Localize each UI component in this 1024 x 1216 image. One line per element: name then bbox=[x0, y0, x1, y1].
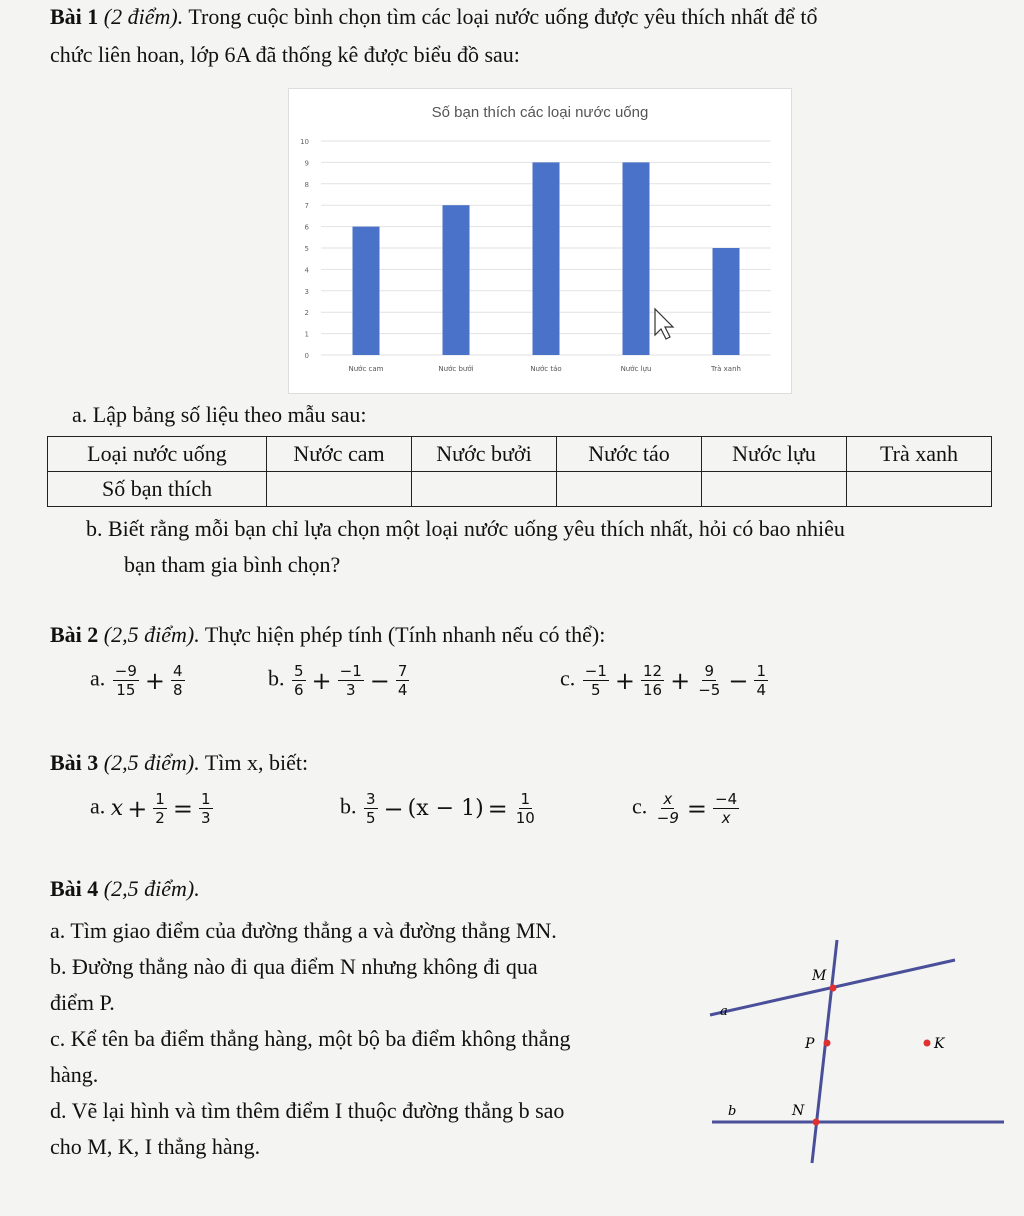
label-m: M bbox=[812, 968, 827, 984]
y-tick-label: 3 bbox=[304, 287, 309, 296]
bar bbox=[353, 227, 380, 355]
fraction: $\frac{7}{4}$ bbox=[397, 662, 408, 699]
b1-line2: chức liên hoan, lớp 6A đã thống kê được biểu đồ sau: bbox=[50, 42, 520, 67]
label-b-line: b bbox=[728, 1104, 737, 1119]
b3-expr-a: a. x + $\frac{1}{2}$ = $\frac{1}{3}$ bbox=[90, 790, 211, 827]
b4-heading: Bài 4 (2,5 điểm). bbox=[50, 876, 200, 901]
geometry-figure bbox=[690, 935, 1010, 1165]
point-k bbox=[924, 1040, 931, 1047]
fraction: $\frac{x}{-9}$ bbox=[656, 790, 679, 827]
table-header-cell: Nước lựu bbox=[702, 437, 847, 472]
y-tick-label: 2 bbox=[304, 309, 309, 318]
y-tick-label: 9 bbox=[304, 159, 309, 168]
fraction: $\frac{-4}{x}$ bbox=[715, 790, 738, 827]
fraction: $\frac{5}{6}$ bbox=[294, 662, 304, 699]
table-header-cell: Loại nước uống bbox=[48, 437, 267, 472]
bar bbox=[623, 162, 650, 355]
table-cell-empty bbox=[847, 472, 992, 507]
b1-line1: Bài 1 (2 điểm). Trong cuộc bình chọn tìm các loại nước uống được yêu thích nhất để tổ bbox=[50, 4, 818, 29]
label-k: K bbox=[934, 1036, 945, 1052]
b3-expr-c: c. $\frac{x}{-9}$ = $\frac{-4}{x}$ bbox=[632, 790, 738, 827]
b2-expr-c: c. $\frac{-1}{5}$ + $\frac{12}{16}$ + $\frac{9}{-5}$ − $\frac{1}{4}$ bbox=[560, 662, 766, 699]
b4-part-c2: hàng. bbox=[50, 1062, 99, 1087]
table-header-cell: Nước bưởi bbox=[412, 437, 557, 472]
label-p: P bbox=[805, 1036, 815, 1052]
point-m bbox=[830, 985, 837, 992]
fraction: $\frac{9}{-5}$ bbox=[698, 662, 721, 699]
label-c: c. bbox=[560, 665, 576, 691]
y-tick-label: 6 bbox=[304, 223, 309, 232]
b2-heading: Bài 2 (2,5 điểm). Thực hiện phép tính (Tính nhanh nếu có thể): bbox=[50, 622, 606, 647]
bar bbox=[443, 205, 470, 355]
y-tick-label: 4 bbox=[304, 266, 309, 275]
b4-part-d2: cho M, K, I thẳng hàng. bbox=[50, 1134, 261, 1159]
point-p bbox=[824, 1040, 831, 1047]
point-n bbox=[813, 1119, 820, 1126]
label-b: b. bbox=[268, 665, 285, 691]
table-cell-empty bbox=[702, 472, 847, 507]
y-tick-label: 1 bbox=[304, 330, 309, 339]
fraction: $\frac{4}{8}$ bbox=[173, 662, 183, 699]
cursor-icon bbox=[655, 309, 673, 339]
fraction: $\frac{12}{16}$ bbox=[643, 662, 663, 699]
fraction: $\frac{1}{2}$ bbox=[155, 790, 165, 827]
table-cell-empty bbox=[267, 472, 412, 507]
b1-part-a: a. Lập bảng số liệu theo mẫu sau: bbox=[72, 402, 367, 427]
b4-part-b1: b. Đường thẳng nào đi qua điểm N nhưng không đi qua bbox=[50, 954, 538, 979]
table-header-cell: Nước táo bbox=[557, 437, 702, 472]
table-cell-empty bbox=[557, 472, 702, 507]
b4-part-b2: điểm P. bbox=[50, 990, 115, 1015]
bar bbox=[713, 248, 740, 355]
fraction: $\frac{-1}{5}$ bbox=[584, 662, 607, 699]
fraction: $\frac{3}{5}$ bbox=[366, 790, 376, 827]
x-tick-label: Trà xanh bbox=[711, 365, 741, 373]
chart-svg bbox=[289, 89, 791, 393]
y-tick-label: 8 bbox=[304, 180, 309, 189]
y-tick-label: 10 bbox=[300, 138, 309, 146]
fraction: $\frac{1}{3}$ bbox=[200, 790, 211, 827]
table-cell-empty bbox=[412, 472, 557, 507]
table-row-label: Số bạn thích bbox=[48, 472, 267, 507]
b2-expr-a: a. $\frac{-9}{15}$ + $\frac{4}{8}$ bbox=[90, 662, 183, 699]
y-tick-label: 7 bbox=[304, 202, 309, 211]
data-table bbox=[47, 436, 992, 507]
x-tick-label: Nước cam bbox=[348, 365, 384, 373]
fraction: $\frac{1}{10}$ bbox=[515, 790, 535, 827]
y-tick-label: 5 bbox=[304, 245, 309, 253]
b3-heading: Bài 3 (2,5 điểm). Tìm x, biết: bbox=[50, 750, 309, 775]
b4-part-c1: c. Kể tên ba điểm thẳng hàng, một bộ ba điểm không thẳng bbox=[50, 1026, 571, 1051]
b1-part-b1: b. Biết rằng mỗi bạn chỉ lựa chọn một loại nước uống yêu thích nhất, hỏi có bao nhiêu bbox=[86, 516, 845, 541]
b4-part-d1: d. Vẽ lại hình và tìm thêm điểm I thuộc đường thẳng b sao bbox=[50, 1098, 565, 1123]
b3-expr-b: b. $\frac{3}{5}$ − (x − 1) = $\frac{1}{10}$ bbox=[340, 790, 535, 827]
x-tick-label: Nước lựu bbox=[620, 365, 652, 373]
x-tick-label: Nước táo bbox=[530, 365, 562, 373]
table-header-cell: Trà xanh bbox=[847, 437, 992, 472]
fraction: $\frac{1}{4}$ bbox=[756, 662, 766, 699]
b1-part-b2: bạn tham gia bình chọn? bbox=[124, 552, 341, 577]
label-a-line: a bbox=[720, 1004, 728, 1019]
label-a: a. bbox=[90, 665, 106, 691]
bar bbox=[533, 162, 560, 355]
chart-title: Số bạn thích các loại nước uống bbox=[431, 104, 649, 121]
fraction: $\frac{-1}{3}$ bbox=[339, 662, 362, 699]
b4-part-a: a. Tìm giao điểm của đường thẳng a và đường thẳng MN. bbox=[50, 918, 557, 943]
table-header-cell: Nước cam bbox=[267, 437, 412, 472]
fraction: $\frac{-9}{15}$ bbox=[114, 662, 137, 699]
bar-chart bbox=[288, 88, 792, 394]
x-tick-label: Nước bưởi bbox=[438, 365, 474, 373]
y-tick-label: 0 bbox=[304, 352, 309, 360]
label-n: N bbox=[792, 1103, 805, 1119]
b2-expr-b: b. $\frac{5}{6}$ + $\frac{-1}{3}$ − $\frac{7}{4}$ bbox=[268, 662, 408, 699]
